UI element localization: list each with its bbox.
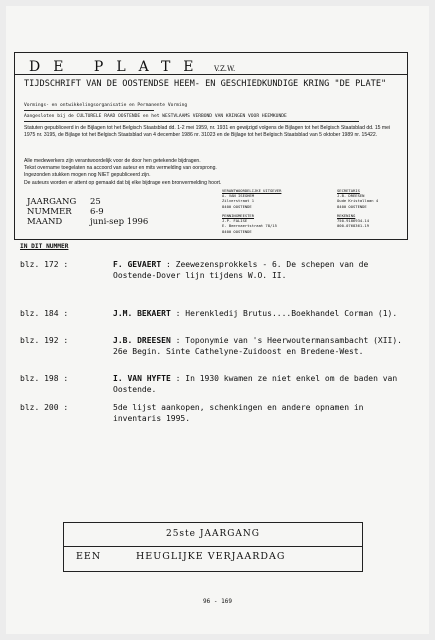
treasurer-heading: PENNINGMEESTER [222, 213, 255, 218]
publication-title-text: DE PLATE [29, 59, 207, 75]
publication-subtitle: TIJDSCHRIFT VAN DE OOSTENDSE HEEM- EN GESCHIEDKUNDIGE KRING "DE PLATE" [24, 79, 387, 89]
toc-entry-text [113, 259, 413, 281]
toc-author: F. GEVAERT [113, 260, 162, 269]
toc-page-ref: blz. 192 : [20, 336, 69, 345]
treasurer-line: 8400 OOSTENDE [222, 228, 252, 234]
label-jaargang: JAARGANG [27, 197, 77, 207]
affiliation-underline [24, 121, 359, 122]
publication-title-suffix: V.Z.W. [213, 65, 236, 73]
statute-text: Statuten gepubliceerd in de Bijlagen tot het Belgisch Staatsblad dd. 1-2 mei 1959, nr. 1931 en gewijzigd volgens de Bijlagen tot het Belgisch Staatsblad dd. 15 mei 1975 nr. 3195, de Bijlage tot het Belgisch Staatsblad van 4 december 1986 nr. 31023 en de Bijlage tot het Belgisch Staatsblad van 5 oktober 1989 nr. 15422. [24, 125, 391, 139]
toc-entry-text [113, 308, 413, 319]
publisher-line: Zilverstraat 1 [222, 198, 255, 204]
anniversary-line2-left: EEN [76, 551, 102, 562]
toc-entry-text [113, 402, 413, 424]
toc-page-ref: blz. 184 : [20, 309, 69, 318]
support-line: Vormings- en ontwikkelingsorganisatie en Permanente Vorming [24, 103, 188, 108]
toc-title: : In 1930 kwamen ze niet enkel om de baden van Oostende. [113, 374, 398, 394]
treasurer-block [222, 213, 277, 234]
value-maand: juni-sep 1996 [90, 217, 149, 227]
toc-page-ref: blz. 200 : [20, 403, 69, 412]
publisher-line: 8400 OOSTENDE [222, 203, 252, 209]
title-divider [15, 74, 407, 75]
toc-title: : Zeewezensprokkels - 6. De schepen van de Oostende-Dover lijn tijdens W.O. II. [113, 260, 369, 280]
label-maand: MAAND [27, 217, 63, 227]
toc-title: 5de lijst aankopen, schenkingen en andere opnamen in inventaris 1995. [113, 403, 364, 423]
anniversary-divider [64, 546, 362, 547]
treasurer-line: J.P. FALISE [222, 218, 248, 224]
toc-title: : Herenkledij Brutus....Boekhandel Corman (1). [170, 309, 398, 318]
toc-page-ref: blz. 198 : [20, 374, 69, 383]
publication-title [29, 59, 235, 75]
anniversary-box [63, 522, 363, 572]
issue-labels [27, 197, 76, 227]
anniversary-line1: 25ste JAARGANG [165, 529, 260, 539]
toc-entry-text [113, 335, 413, 357]
publisher-block [222, 188, 281, 209]
anniversary-line2-right: HEUGLIJKE VERJAARDAG [136, 551, 286, 562]
account-line: 000-0768361-19 [337, 223, 370, 229]
disclaimer-line: Tekst overname toegelaten na accoord van auteur en mits vermelding van oorsprong. [24, 165, 217, 172]
account-line: 750-9106934-14 [337, 218, 370, 224]
support-underline [24, 110, 154, 111]
secretary-heading: SECRETARIS [337, 188, 360, 193]
disclaimer-block [24, 158, 402, 187]
value-nummer: 6-9 [90, 207, 104, 217]
disclaimer-line: De auteurs worden er attent op gemaakt dat bij elke bijdrage een bronvermelding hoort. [24, 179, 222, 186]
publisher-heading: VERANTWOORDELIJKE UITGEVER [222, 188, 282, 193]
secretary-line: 8400 OOSTENDE [337, 203, 367, 209]
toc-author: I. VAN HYFTE [113, 374, 171, 383]
treasurer-line: E. Beernaertstraat 78/15 [222, 223, 277, 229]
publisher-line: A. VAN ISEGHEM [222, 193, 255, 199]
secretary-block [337, 188, 378, 209]
toc-title: : Toponymie van 's Heerwoutermansambacht (XII). 26e Begin. Sinte Cathelyne-Zuidoost en Bredene-West. [113, 336, 402, 356]
secretary-line: Oude Kristallaan 4 [337, 198, 379, 204]
toc-page-ref: blz. 172 : [20, 260, 69, 269]
issue-values [90, 197, 148, 227]
masthead-box [14, 52, 408, 240]
affiliation-line: Aangesloten bij de CULTURELE RAAD OOSTENDE en het WESTVLAAMS VERBOND VAN KRINGEN VOOR HEEMKUNDE [24, 114, 287, 119]
disclaimer-line: Ingezonden stukken mogen nog NIET gepubliceerd zijn. [24, 172, 151, 179]
toc-author: J.B. DREESEN [113, 336, 171, 345]
secretary-line: J.B. DREESEN [337, 193, 365, 199]
accounts-block [337, 213, 369, 229]
accounts-heading: REKENING [337, 213, 356, 218]
value-jaargang: 25 [90, 197, 101, 207]
toc-author: J.M. BEKAERT [113, 309, 171, 318]
label-nummer: NUMMER [27, 207, 72, 217]
page-number: 96 - 169 [203, 598, 232, 605]
toc-entry-text [113, 373, 413, 395]
toc-heading: IN DIT NUMMER [20, 243, 69, 250]
disclaimer-line: Alle medewerkers zijn verantwoordelijk voor de door hen getekende bijdragen. [24, 158, 201, 164]
